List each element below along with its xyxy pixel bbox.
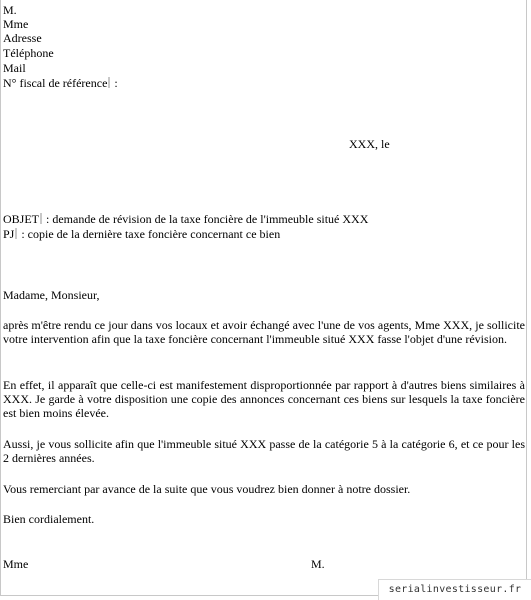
- subject-line: [3, 212, 368, 226]
- attachment-line: [3, 227, 280, 241]
- sender-title-mme: Mme: [3, 17, 29, 31]
- sender-phone-label: Téléphone: [3, 46, 54, 60]
- salutation: Madame, Monsieur,: [3, 288, 100, 302]
- field-marker: [40, 213, 42, 224]
- signature-right: M.: [311, 557, 325, 571]
- subject-text: : demande de révision de la taxe foncière de l'immeuble situé XXX: [43, 212, 369, 226]
- signature-left: Mme: [3, 557, 29, 571]
- paragraph-justification: En effet, il apparaît que celle-ci est manifestement disproportionnée par rapport à d'autres biens similaires à XXX. Je garde à votre disposition une copie des annonces concernant ces biens sur lesquels la taxe foncière est bien moins élevée.: [3, 378, 525, 420]
- paragraph-thanks: Vous remerciant par avance de la suite que vous voudrez bien donner à notre dossier.: [3, 482, 411, 496]
- paragraph-request: après m'être rendu ce jour dans vos locaux et avoir échangé avec l'une de vos agents, Mme XXX, je sollicite votre intervention afin que la taxe foncière concernant l'immeuble situé XXX fasse l'objet d'une révision.: [3, 318, 525, 346]
- tax-number-label: N° fiscal de référence: [3, 76, 108, 90]
- paragraph-category: Aussi, je vous sollicite afin que l'immeuble situé XXX passe de la catégorie 5 à la catégorie 6, et ce pour les 2 dernières années.: [3, 437, 525, 465]
- watermark-site: serialinvestisseur.fr: [378, 579, 531, 600]
- subject-label: OBJET: [3, 212, 39, 226]
- attachment-text: : copie de la dernière taxe foncière concernant ce bien: [18, 227, 281, 241]
- attachment-label: PJ: [3, 227, 15, 241]
- place-date: XXX, le: [349, 137, 390, 151]
- tax-number-suffix: :: [111, 76, 118, 90]
- sender-mail-label: Mail: [3, 61, 26, 75]
- closing: Bien cordialement.: [3, 512, 95, 526]
- sender-title-m: M.: [3, 3, 17, 17]
- sender-tax-number: [3, 76, 118, 90]
- sender-address-label: Adresse: [3, 31, 42, 45]
